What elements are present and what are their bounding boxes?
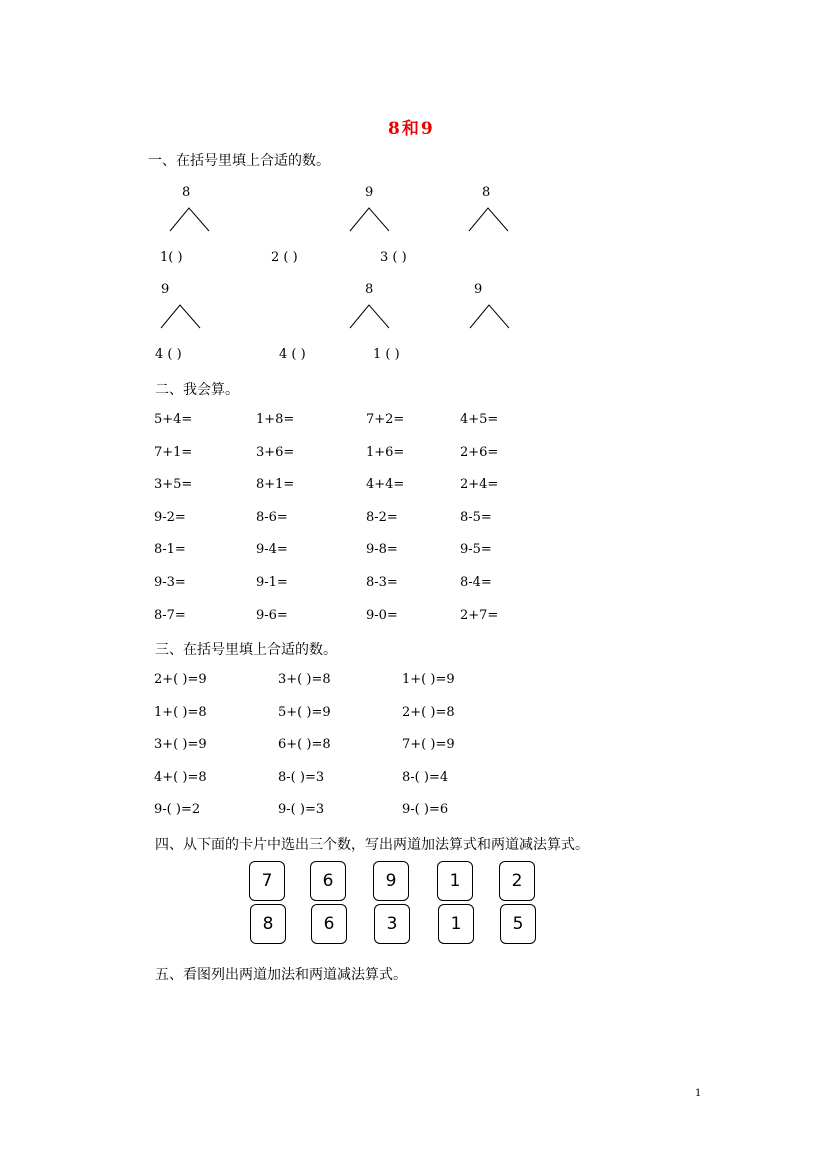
tree-top-number: 8 <box>365 282 374 297</box>
page-number: 1 <box>695 1088 702 1099</box>
fill-blank-problem: 3+( )=8 <box>278 672 331 687</box>
arithmetic-problem: 7+2= <box>366 412 405 427</box>
arithmetic-problem: 9-4= <box>256 542 288 558</box>
arithmetic-problem: 9-1= <box>256 575 288 590</box>
arithmetic-problem: 9-6= <box>256 607 288 623</box>
arithmetic-problem: 4+4= <box>366 477 405 493</box>
arithmetic-problem: 8-5= <box>460 509 492 525</box>
arithmetic-problem: 1+8= <box>256 412 295 427</box>
tree-answer: 2 ( ) <box>271 250 298 265</box>
number-bond-branch <box>470 303 510 329</box>
fill-blank-problem: 9-( )=6 <box>402 802 449 817</box>
number-card-top: 2 <box>499 861 535 901</box>
arithmetic-problem: 3+6= <box>256 444 295 460</box>
number-card-top: 7 <box>249 861 285 901</box>
arithmetic-problem: 8+1= <box>256 477 295 493</box>
fill-blank-problem: 8-( )=3 <box>278 769 325 785</box>
tree-answer: 4 ( ) <box>279 347 306 362</box>
tree-top-number: 9 <box>365 185 374 200</box>
section2-heading: 二、我会算。 <box>155 382 239 398</box>
number-bond-branch <box>170 206 210 232</box>
arithmetic-problem: 8-4= <box>460 575 492 590</box>
arithmetic-problem: 8-3= <box>366 575 398 590</box>
arithmetic-problem: 8-2= <box>366 509 398 525</box>
section4-heading: 四、从下面的卡片中选出三个数，写出两道加法算式和两道减法算式。 <box>155 837 589 853</box>
fill-blank-problem: 9-( )=2 <box>154 802 201 817</box>
arithmetic-problem: 2+7= <box>460 607 499 623</box>
number-bond-branch <box>350 303 390 329</box>
fill-blank-problem: 4+( )=8 <box>154 769 207 785</box>
page-title: 8和9 <box>388 119 435 139</box>
tree-top-number: 8 <box>482 185 491 200</box>
arithmetic-problem: 9-8= <box>366 542 398 558</box>
fill-blank-problem: 3+( )=9 <box>154 737 207 752</box>
arithmetic-problem: 4+5= <box>460 412 499 427</box>
number-card-bottom: 1 <box>438 904 474 944</box>
fill-blank-problem: 2+( )=9 <box>154 672 207 687</box>
tree-answer: 3 ( ) <box>380 250 407 265</box>
section1-heading: 一、在括号里填上合适的数。 <box>148 153 330 169</box>
arithmetic-problem: 2+4= <box>460 477 499 493</box>
number-bond-branch <box>350 206 390 232</box>
arithmetic-problem: 1+6= <box>366 444 405 460</box>
arithmetic-problem: 2+6= <box>460 444 499 460</box>
arithmetic-problem: 5+4= <box>154 412 193 427</box>
arithmetic-problem: 8-6= <box>256 509 288 525</box>
number-card-top: 9 <box>373 861 409 901</box>
tree-top-number: 9 <box>161 282 170 297</box>
fill-blank-problem: 5+( )=9 <box>278 704 331 720</box>
arithmetic-problem: 8-7= <box>154 607 186 623</box>
number-card-top: 6 <box>310 861 346 901</box>
tree-answer: 1 ( ) <box>373 347 400 362</box>
fill-blank-problem: 6+( )=8 <box>278 737 331 752</box>
number-card-bottom: 8 <box>250 904 286 944</box>
arithmetic-problem: 8-1= <box>154 542 186 558</box>
fill-blank-problem: 8-( )=4 <box>402 769 449 785</box>
tree-answer: 4 ( ) <box>155 347 182 362</box>
section3-heading: 三、在括号里填上合适的数。 <box>155 642 337 658</box>
arithmetic-problem: 3+5= <box>154 477 193 493</box>
tree-answer: 1( ) <box>160 250 183 265</box>
arithmetic-problem: 9-5= <box>460 542 492 558</box>
fill-blank-problem: 7+( )=9 <box>402 737 455 752</box>
arithmetic-problem: 9-3= <box>154 575 186 590</box>
number-card-bottom: 6 <box>311 904 347 944</box>
tree-top-number: 8 <box>182 185 191 200</box>
arithmetic-problem: 9-2= <box>154 509 186 525</box>
fill-blank-problem: 2+( )=8 <box>402 704 455 720</box>
fill-blank-problem: 1+( )=9 <box>402 672 455 687</box>
number-card-bottom: 5 <box>500 904 536 944</box>
number-bond-branch <box>469 206 509 232</box>
number-bond-branch <box>161 303 201 329</box>
arithmetic-problem: 7+1= <box>154 444 193 460</box>
section5-heading: 五、看图列出两道加法和两道减法算式。 <box>155 967 407 983</box>
fill-blank-problem: 9-( )=3 <box>278 802 325 817</box>
tree-top-number: 9 <box>474 282 483 297</box>
arithmetic-problem: 9-0= <box>366 607 398 623</box>
number-card-top: 1 <box>437 861 473 901</box>
fill-blank-problem: 1+( )=8 <box>154 704 207 720</box>
number-card-bottom: 3 <box>374 904 410 944</box>
